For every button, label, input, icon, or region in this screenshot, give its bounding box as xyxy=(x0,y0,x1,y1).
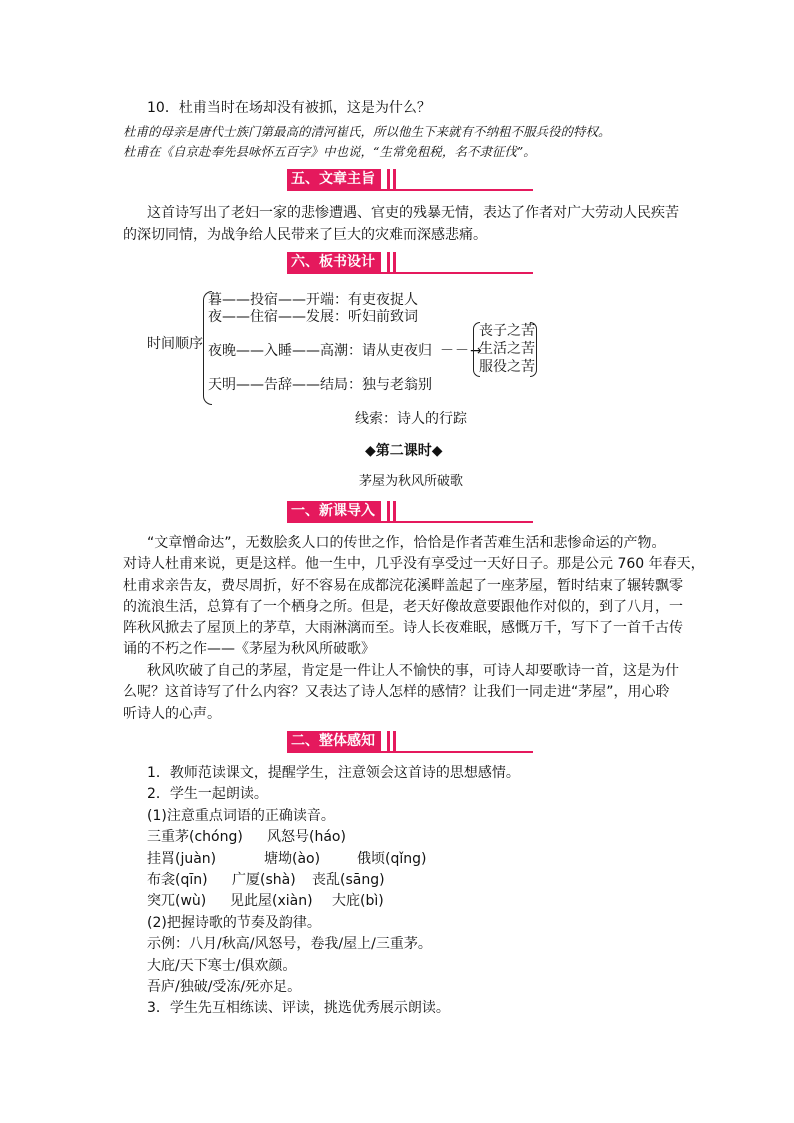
header-underline xyxy=(287,751,533,753)
star-icon: ◆ xyxy=(431,443,443,459)
pron-row-2: 挂罥(juàn) 塘坳(ào) 俄顷(qǐng) xyxy=(147,850,427,867)
section-title: 五、文章主旨 xyxy=(287,169,381,189)
poem-title: 茅屋为秋风所破歌 xyxy=(359,474,464,489)
clue: 线索：诗人的行踪 xyxy=(355,411,467,427)
section-title: 二、整体感知 xyxy=(287,731,381,751)
header-bar xyxy=(393,501,396,521)
sub-step-1: (1)注意重点词语的正确读音。 xyxy=(147,807,335,824)
rhythm-example-3: 吾庐/独破/受冻/死亦足。 xyxy=(147,979,302,995)
sub-step-2: (2)把握诗歌的节奏及韵律。 xyxy=(147,914,321,931)
answer-10-line1: 杜甫的母亲是唐代士族门第最高的清河崔氏，所以他生下来就有不纳租不服兵役的特权。 xyxy=(123,124,611,139)
section-header-intro xyxy=(287,501,533,523)
arrow: －－→ xyxy=(440,343,483,359)
board-row-3: 夜晚——入睡——高潮：请从吏夜归 xyxy=(208,343,432,359)
header-bar xyxy=(387,731,390,751)
answer-10-line2: 杜甫在《自京赴奉先县咏怀五百字》中也说，“生常免租税，名不隶征伐”。 xyxy=(123,144,536,159)
board-row-2: 夜——住宿——发展：听妇前致词 xyxy=(208,309,418,325)
header-bar xyxy=(393,252,396,272)
section-header-theme xyxy=(287,169,533,191)
intro-paragraph-1: “文章憎命达”，无数脍炙人口的传世之作，恰恰是作者苦难生活和悲惨命运的产物。 对诗人杜甫来说，更是这样。他一生中，几乎没有享受过一天好日子。那是公元 760 年春天， 杜甫求亲告友，费尽周折，好不容易在成都浣花溪畔盖起了一座茅屋，暂时结束了辗转飘零 的流浪生活，总算有了一个栖身之所。但是，老天好像故意要跟他作对似的，到了八月，一 阵秋风掀去了屋顶上的茅草，大雨淋漓而至。诗人长夜难眠，感慨万千，写下了一首千古传 诵的不朽之作——《茅屋为秋风所破歌》 xyxy=(123,535,705,658)
intro-paragraph-2: 秋风吹破了自己的茅屋，肯定是一件让人不愉快的事，可诗人却要歌诗一首，这是为什 么呢？这首诗写了什么内容？又表达了诗人怎样的感情？让我们一同走进“茅屋”，用心聆 听诗人的心声。 xyxy=(123,663,679,722)
header-bar xyxy=(387,169,390,189)
theme-line1: 这首诗写出了老妇一家的悲惨遭遇、官吏的残暴无情，表达了作者对广大劳动人民疾苦 xyxy=(147,205,679,221)
section-header-board xyxy=(287,252,533,274)
pron-row-1: 三重茅(chóng) 风怒号(háo) xyxy=(147,829,346,846)
section-header-overview xyxy=(287,731,533,753)
section-title: 一、新课导入 xyxy=(287,501,381,521)
theme-line2: 的深切同情，为战争给人民带来了巨大的灾难而深感悲痛。 xyxy=(123,227,487,243)
suffering-3: 服役之苦 xyxy=(479,359,535,375)
header-bar xyxy=(393,169,396,189)
header-bar xyxy=(387,252,390,272)
header-underline xyxy=(287,521,533,523)
step-3: 3．学生先互相练读、评读，挑选优秀展示朗读。 xyxy=(147,1000,450,1017)
board-row-4: 天明——告辞——结局：独与老翁别 xyxy=(208,377,432,393)
pron-row-3: 布衾(qīn) 广厦(shà) 丧乱(sāng) xyxy=(147,872,385,888)
step-2: 2．学生一起朗读。 xyxy=(147,786,268,803)
suffering-1: 丧子之苦 xyxy=(479,323,535,339)
overview-steps xyxy=(147,763,520,1020)
rhythm-example-1: 示例：八月/秋高/风怒号，卷我/屋上/三重茅。 xyxy=(147,936,432,953)
header-underline xyxy=(287,189,533,191)
pron-row-4: 突兀(wù) 见此屋(xiàn) 大庇(bì) xyxy=(147,893,384,910)
suffering-2: 生活之苦 xyxy=(479,341,535,357)
question-10: 10．杜甫当时在场却没有被抓，这是为什么？ xyxy=(147,100,431,116)
header-bar xyxy=(393,731,396,751)
header-underline xyxy=(287,272,533,274)
section-title: 六、板书设计 xyxy=(287,252,381,272)
board-row-1: 暮——投宿——开端：有吏夜捉人 xyxy=(208,292,418,308)
lesson-title: ◆第二课时◆ xyxy=(365,443,443,459)
star-icon: ◆ xyxy=(365,443,376,459)
header-bar xyxy=(387,501,390,521)
rhythm-example-2: 大庇/天下寒士/俱欢颜。 xyxy=(147,957,297,974)
step-1: 1．教师范读课文，提醒学生，注意领会这首诗的思想感情。 xyxy=(147,765,520,781)
timeline-label: 时间顺序 xyxy=(147,336,203,352)
